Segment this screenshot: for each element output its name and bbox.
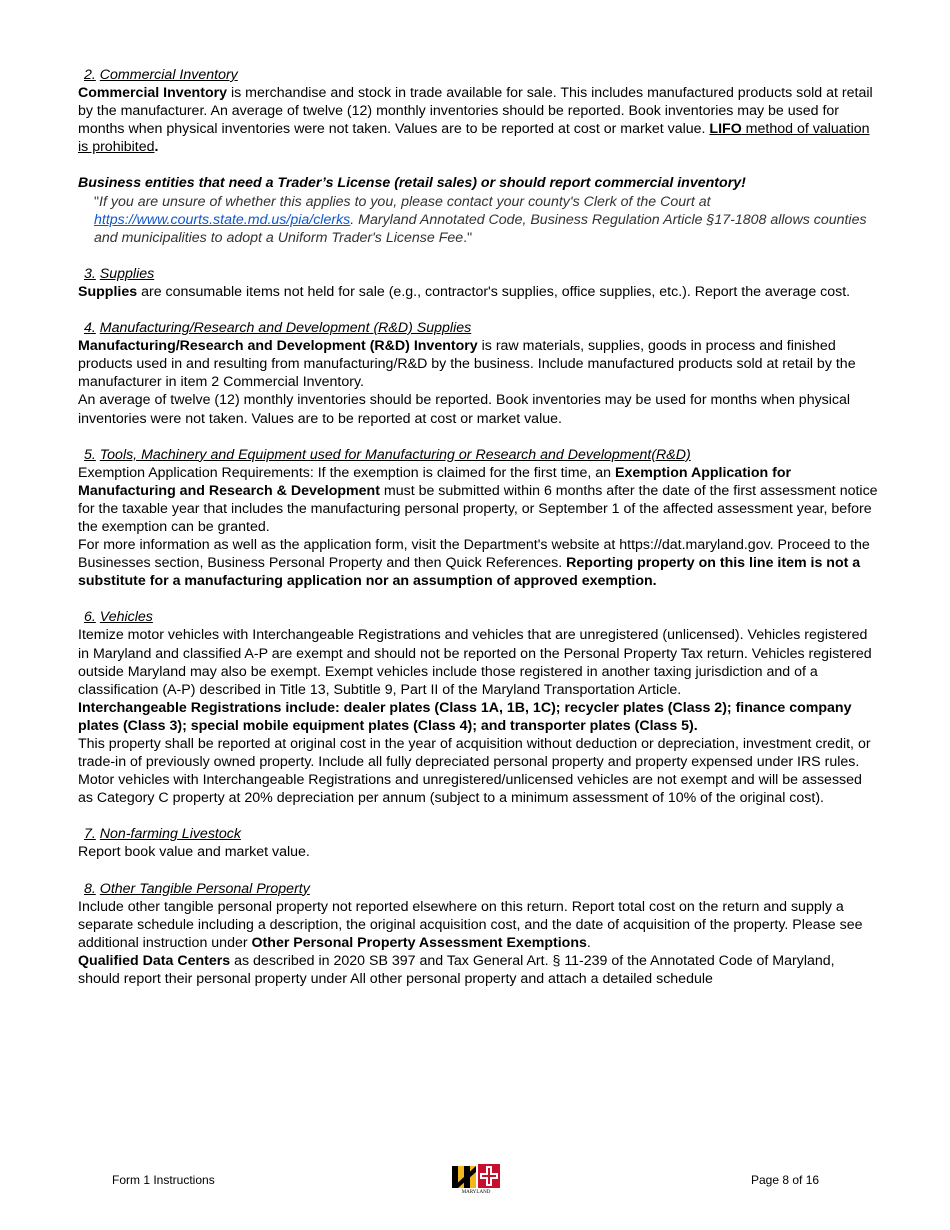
footer-form-title: Form 1 Instructions [112,1173,215,1187]
section-body: Report book value and market value. [78,844,310,861]
section-body: For more information as well as the application form, visit the Department's website at https://dat.maryland.gov. Proceed to the Businesses section, Business Personal Property and then Quick References. Reporting property on this line item is not a substitute for a manufacturing application nor an assumption of approved exemption. [78,537,870,590]
section-heading: 4. Manufacturing/Research and Development (R&D) Supplies [84,320,472,337]
section-heading: 6. Vehicles [84,609,153,626]
section-body: Motor vehicles with Interchangeable Registrations and unregistered/unlicensed vehicles are not exempt and will be assessed as Category C property at 20% depreciation per annum (subject to a minimum assessment of 10% of the original cost). [78,772,862,807]
section-heading: 2. Commercial Inventory [84,67,238,83]
section-body: This property shall be reported at original cost in the year of acquisition without deduction or depreciation, investment credit, or trade-in of previously owned property. Include all fully depreciated personal property and property expensed under IRS rules. [78,736,871,771]
section-heading: 8. Other Tangible Personal Property [84,880,310,897]
document-page [78,66,878,1006]
section-other-tangible [78,880,878,989]
section-body: Qualified Data Centers as described in 2020 SB 397 and Tax General Art. § 11-239 of the Annotated Code of Maryland, should report their personal property under All other personal property and attach a detailed schedule [78,952,835,988]
section-body: Supplies are consumable items not held for sale (e.g., contractor's supplies, office supplies, etc.). Report the average cost. [78,283,851,300]
section-body: Include other tangible personal property not reported elsewhere on this return. Report total cost on the return and supply a separate schedule including a description, the original acquisition cost, and the date of acquisition of the property. Please see additional instruction under Other Personal Property Assessment Exemptions. [78,898,863,951]
section-body: Exemption Application Requirements: If the exemption is claimed for the first time, an Exemption Application for Manufacturing and Research & Development must be submitted within 6 months after the date of the first assessment notice for the taxable year that includes the manufacturing personal property, or September 1 of the affected assessment year, before the exemption can be granted. [78,464,878,535]
maryland-logo-icon [450,1162,502,1194]
clerks-link[interactable]: https://www.courts.state.md.us/pia/clerks [94,211,351,228]
section-body: Interchangeable Registrations include: dealer plates (Class 1A, 1B, 1C); recycler plates (Class 2); finance company plates (Class 3); special mobile equipment plates (Class 4); and transporter plates (Class 5). [78,699,852,734]
section-heading: 7. Non-farming Livestock [84,826,241,843]
section-vehicles [78,608,878,807]
svg-text:MARYLAND: MARYLAND [461,1190,491,1194]
section-body: Manufacturing/Research and Development (R&D) Inventory is raw materials, supplies, goods in process and finished products used in and resulting from manufacturing/R&D by the business. Include manufactured products sold at retail by the manufacturer in item 2 Commercial Inventory. [78,338,856,391]
page-footer [0,1162,950,1196]
section-commercial-inventory [78,66,878,156]
footer-page-number: Page 8 of 16 [751,1173,820,1187]
section-heading: 3. Supplies [84,265,155,282]
section-manufacturing-supplies [78,319,878,428]
trader-license-quote: "If you are unsure of whether this applies to you, please contact your county's Clerk of the Court at https://www.courts.state.md.us/pia/clerks. Maryland Annotated Code, Business Regulation Article §17-1808 allows counties and municipalities to adopt a Uniform Trader's License Fee." [94,193,867,246]
section-trader-license [78,174,878,246]
section-body: An average of twelve (12) monthly inventories should be reported. Book inventories may be used for months when physical inventories were not taken. Values are to be reported at cost or market value. [78,392,851,427]
section-body: Itemize motor vehicles with Interchangeable Registrations and vehicles that are unregistered (unlicensed). Vehicles registered in Maryland and classified A-P are exempt and should not be reported on the Personal Property Tax return. Vehicles registered outside Maryland may also be exempt. Exempt vehicles include those registered in another taxing jurisdiction and of a classification (A-P) described in Title 13, Subtitle 9, Part II of the Maryland Transportation Article. [78,627,872,698]
section-tools-machinery [78,446,878,591]
trader-license-heading: Business entities that need a Trader’s License (retail sales) or should report commercial inventory! [78,175,746,192]
section-livestock [78,825,878,861]
section-body: Commercial Inventory is merchandise and stock in trade available for sale. This includes manufactured products sold at retail by the manufacturer. An average of twelve (12) monthly inventories should be reported. Book inventories may be used for months when physical inventories were not taken. Values are to be reported at cost or market value. LIFO method of valuation is prohibited. [78,85,873,156]
section-supplies [78,265,878,301]
section-heading: 5. Tools, Machinery and Equipment used for Manufacturing or Research and Development(R&D) [84,446,691,463]
